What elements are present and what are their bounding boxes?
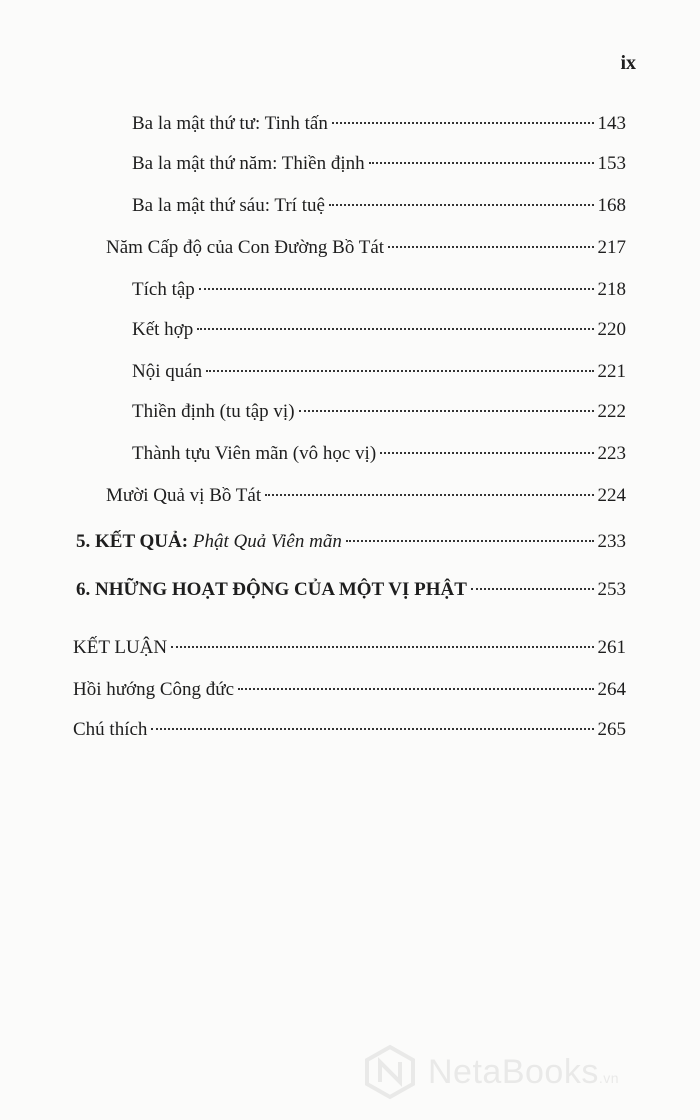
neta-logo-icon [362,1044,418,1100]
watermark-suffix: .vn [598,1069,620,1086]
dot-leader [346,540,594,542]
toc-entry-page: 220 [597,319,626,340]
dot-leader [369,162,594,164]
toc-entry-page: 265 [597,719,626,740]
toc-entry[interactable] [106,484,626,508]
toc-entry-page: 223 [597,443,626,464]
toc-entry-label: Năm Cấp độ của Con Đường Bồ Tát [106,237,385,258]
dot-leader [329,204,594,206]
toc-entry-page: 217 [597,237,626,258]
toc-entry-page: 264 [597,679,626,700]
dot-leader [471,588,594,590]
toc-entry[interactable] [73,678,626,702]
toc-entry[interactable] [73,636,626,660]
dot-leader [197,328,593,330]
dot-leader [171,646,593,648]
watermark-brand: NetaBooks [428,1052,599,1091]
toc-entry[interactable] [132,360,626,384]
watermark [362,1044,619,1100]
toc-entry-label: Chú thích [73,719,148,740]
dot-leader [380,452,593,454]
toc-entry-page: 143 [597,113,626,134]
toc-entry-label: Ba la mật thứ tư: Tinh tấn [132,113,328,134]
toc-entry-page: 224 [597,485,626,506]
dot-leader [151,728,593,730]
chapter-subtitle: Phật Quả Viên mãn [192,531,342,552]
toc-entry[interactable] [73,718,626,742]
toc-entry[interactable] [132,194,626,218]
page-number: ix [620,52,636,74]
dot-leader [238,688,594,690]
toc-entry-page: 218 [597,279,626,300]
toc-entry[interactable] [132,152,626,176]
toc-entry-label: 6. NHỮNG HOẠT ĐỘNG CỦA MỘT VỊ PHẬT [76,579,467,600]
dot-leader [265,494,593,496]
toc-chapter-entry[interactable] [76,578,626,602]
toc-entry-label: KẾT LUẬN [73,637,168,658]
toc-entry[interactable] [132,278,626,302]
chapter-heading: 5. KẾT QUẢ: [76,531,189,552]
toc-entry-page: 168 [597,195,626,216]
toc-entry-page: 222 [597,401,626,422]
toc-entry[interactable] [132,112,626,136]
toc-entry-label: Mười Quả vị Bồ Tát [106,485,262,506]
toc-entry[interactable] [132,318,626,342]
toc-entry-label [76,530,342,554]
toc-entry-label: Tích tập [132,279,195,300]
toc-entry-label: Thiền định (tu tập vị) [132,401,295,422]
toc-entry-label: Ba la mật thứ năm: Thiền định [132,153,365,174]
toc-entry-label: Thành tựu Viên mãn (vô học vị) [132,443,377,464]
dot-leader [206,370,593,372]
toc-entry-page: 253 [597,579,626,600]
toc-entry-page: 221 [597,361,626,382]
watermark-text [428,1053,619,1092]
toc-entry[interactable] [132,442,626,466]
dot-leader [299,410,594,412]
toc-entry-label: Nội quán [132,361,203,382]
toc-entry[interactable] [106,236,626,260]
toc-entry-label: Kết hợp [132,319,194,340]
toc-entry-label: Ba la mật thứ sáu: Trí tuệ [132,195,325,216]
toc-entry-label: Hồi hướng Công đức [73,679,234,700]
toc-entry[interactable] [132,400,626,424]
dot-leader [332,122,594,124]
dot-leader [388,246,593,248]
toc-entry-page: 153 [597,153,626,174]
dot-leader [199,288,594,290]
toc-entry-page: 261 [597,637,626,658]
toc-chapter-entry[interactable] [76,530,626,554]
toc-entry-page: 233 [597,531,626,552]
